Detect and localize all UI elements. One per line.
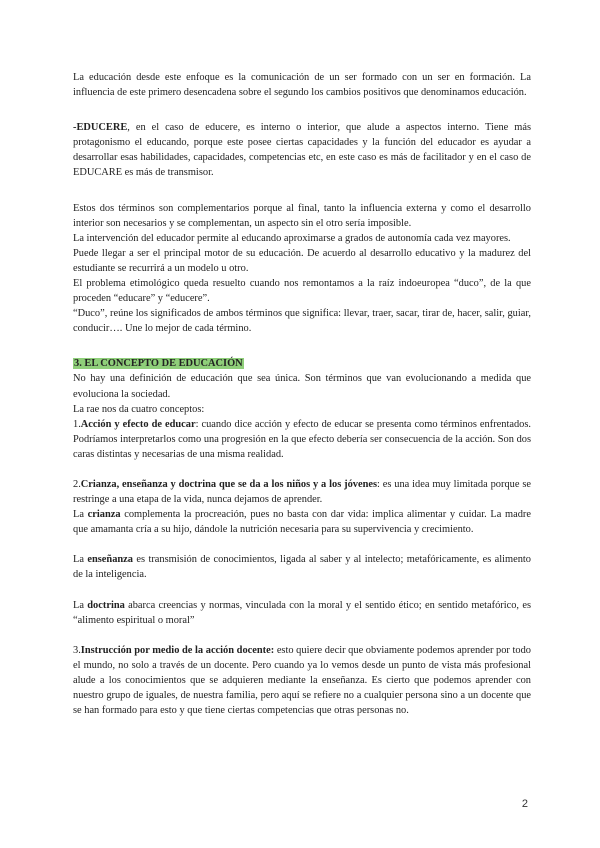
term-doctrina: doctrina: [87, 599, 125, 611]
concept-2-term: Crianza, enseñanza y doctrina que se da a los niños y a los jóvenes: [80, 478, 378, 490]
concept-3: [73, 643, 531, 718]
concept-3-term: Instrucción por medio de la acción docente:: [80, 644, 275, 656]
paragraph-definicion: No hay una definición de educación que sea única. Son términos que van evolucionando a medida que evoluciona la sociedad.: [73, 373, 531, 400]
concept-2-text: : es una idea muy limitada porque se restringe a una etapa de la vida, nunca dejamos de aprender.: [73, 478, 531, 506]
concept-3-text: esto quiere decir que obviamente podemos aprender por todo el mundo, no solo a través de un docente. Pero cuando ya lo vemos desde un punto de vista más profesional alude a los conocimientos que se adquieren mediante la enseñanza. Es cierto que podemos aprender con nuestro grupo de iguales, de nuestra familia, pero aquí se refiere no a cualquier persona sino a un docente que se han formado para esto y que tiene ciertas competencias que otras personas no.: [73, 644, 531, 717]
term-crianza: crianza: [87, 509, 121, 521]
paragraph-crianza: [73, 507, 531, 537]
ensenanza-prefix: La: [73, 554, 88, 566]
document-page: [73, 70, 531, 718]
doctrina-text: abarca creencias y normas, vinculada con la moral y el sentido ético; en sentido metafórico, es “alimento espiritual o moral”: [73, 599, 531, 626]
paragraph-rae: La rae nos da cuatro conceptos:: [73, 403, 205, 415]
term-ensenanza: enseñanza: [87, 554, 133, 566]
paragraph-etimologia: El problema etimológico queda resuelto cuando nos remontamos a la raíz indoeuropea “duco”, de la que proceden “educare” y “educere”.: [73, 278, 531, 305]
term-educere: -EDUCERE: [73, 122, 128, 134]
concept-2: [73, 477, 531, 507]
concept-1-term: Acción y efecto de educar: [80, 418, 196, 430]
concept-3-number: 3.: [73, 644, 81, 656]
concept-1-text: : cuando dice acción y efecto de educar se presenta como términos enfrentados. Podríamos interpretarlos como una progresión en la que efecto debería ser consecuencia de la acción. Son dos caras distintas y necesarias de una misma realidad.: [73, 418, 531, 460]
paragraph-complementarios: Estos dos términos son complementarios porque al final, tanto la influencia externa y como el desarrollo interior son necesarios y se complementan, un aspecto sin el otro sería imposible.: [73, 202, 531, 229]
paragraph-intervencion: La intervención del educador permite al educando aproximarse a grados de autonomía cada vez mayores.: [73, 232, 511, 244]
concept-2-number: 2.: [73, 478, 81, 490]
ensenanza-text: es transmisión de conocimientos, ligada al saber y al intelecto; metafóricamente, es alimento de la inteligencia.: [73, 554, 532, 581]
paragraph-educere: [73, 120, 531, 180]
paragraph-doctrina: [73, 598, 531, 628]
paragraph-educacion-enfoque: La educación desde este enfoque es la comunicación de un ser formado con un ser en formación. La influencia de este primero desencadena sobre el segundo los cambios positivos que denominamos educación.: [73, 72, 531, 99]
concept-1: [73, 417, 531, 462]
section-heading: [73, 356, 531, 371]
crianza-text: complementa la procreación, pues no basta con dar vida: implica alimentar y cuidar. La madre que amamanta cría a su hijo, dándole la nutrición necesaria para su supervivencia y crecimiento.: [73, 509, 531, 536]
educere-text: , en el caso de educere, es interno o interior, que alude a aspectos interno. Tiene más protagonismo el educando, porque este posee ciertas capacidades y la función del educador es ayudar a desarrollar esas habilidades, capacidades, competencias etc, en este caso es más de facilitador y en el caso de EDUCARE es más de transmisor.: [73, 122, 531, 179]
doctrina-prefix: La: [73, 599, 88, 611]
paragraph-ensenanza: [73, 552, 531, 582]
crianza-prefix: La: [73, 509, 88, 521]
paragraph-duco: “Duco”, reúne los significados de ambos términos que significa: llevar, traer, sacar, tirar de, hacer, salir, guiar, conducir…. Une lo mejor de cada término.: [73, 308, 531, 335]
page-number: 2: [521, 798, 528, 810]
paragraph-motor: Puede llegar a ser el principal motor de su educación. De acuerdo al desarrollo educativo y la madurez del estudiante se recurrirá a un modelo u otro.: [73, 247, 531, 274]
section-heading-text: 3. EL CONCEPTO DE EDUCACIÓN: [74, 358, 243, 370]
concept-1-number: 1.: [73, 418, 81, 430]
